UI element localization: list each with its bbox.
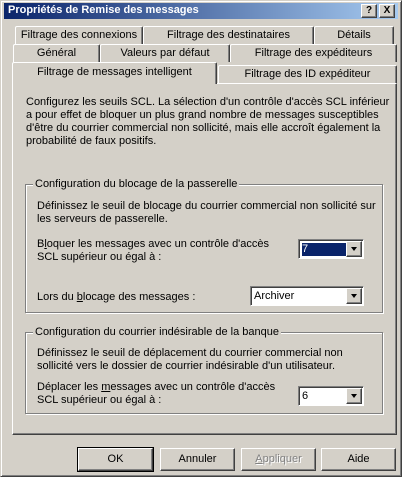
intro-line-2: a pour effet de bloquer un plus grand nombre de messages susceptibles xyxy=(26,109,379,121)
block-threshold-value: 7 xyxy=(302,243,350,256)
tab-default-values[interactable]: Valeurs par défaut xyxy=(100,44,230,62)
tab-sender-filtering[interactable]: Filtrage des expéditeurs xyxy=(230,44,397,62)
chevron-down-icon xyxy=(351,247,357,251)
move-threshold-dropdown-button[interactable] xyxy=(346,388,362,404)
gateway-description-2: les serveurs de passerelle. xyxy=(37,213,168,225)
intro-line-3: d'être du courrier commercial non sollicité, mais elle accroît également la xyxy=(26,122,381,134)
block-threshold-label: Bloquer les messages avec un contrôle d'accès xyxy=(37,238,270,250)
chevron-down-icon xyxy=(351,294,357,298)
junk-description-2: sollicité vers le dossier de courrier indésirable d'un utilisateur. xyxy=(37,360,336,372)
block-threshold-dropdown-button[interactable] xyxy=(346,241,362,257)
apply-button[interactable]: Appliquer xyxy=(241,448,316,471)
help-button[interactable]: Aide xyxy=(321,448,396,471)
block-action-dropdown-button[interactable] xyxy=(346,288,362,304)
intro-line-4: probabilité de faux positifs. xyxy=(26,135,157,147)
block-action-select[interactable] xyxy=(250,286,364,306)
close-title-button[interactable]: X xyxy=(379,4,395,18)
block-threshold-label-2: SCL supérieur ou égal à : xyxy=(37,251,162,263)
chevron-down-icon xyxy=(351,394,357,398)
block-action-label: Lors du blocage des messages : xyxy=(37,291,196,303)
block-threshold-select[interactable] xyxy=(298,239,364,259)
tab-details[interactable]: Détails xyxy=(314,26,394,44)
block-action-value: Archiver xyxy=(254,290,295,302)
tab-general[interactable]: Général xyxy=(13,44,100,62)
cancel-button[interactable]: Annuler xyxy=(160,448,235,471)
move-threshold-label-2: SCL supérieur ou égal à : xyxy=(37,394,162,406)
tab-intelligent-message-filtering[interactable]: Filtrage de messages intelligent xyxy=(12,62,217,84)
junk-group-title: Configuration du courrier indésirable de la banque xyxy=(35,326,279,338)
gateway-blocking-group xyxy=(25,178,383,313)
intro-line-1: Configurez les seuils SCL. La sélection d'un contrôle d'accès SCL inférieur xyxy=(26,96,390,108)
move-threshold-label: Déplacer les messages avec un contrôle d'accès xyxy=(37,381,276,393)
gateway-group-title: Configuration du blocage de la passerelle xyxy=(35,178,238,190)
move-threshold-value: 6 xyxy=(302,390,309,402)
tab-connection-filtering[interactable]: Filtrage des connexions xyxy=(15,26,143,44)
dialog-title: Propriétés de Remise des messages xyxy=(8,4,199,16)
junk-mail-group xyxy=(25,326,383,414)
title-bar[interactable] xyxy=(4,3,398,19)
junk-description-1: Définissez le seuil de déplacement du courrier commercial non xyxy=(37,347,343,359)
help-title-button[interactable]: ? xyxy=(361,4,377,18)
tab-sender-id-filtering[interactable]: Filtrage des ID expéditeur xyxy=(218,65,397,83)
tab-panel xyxy=(12,83,397,435)
ok-button[interactable]: OK xyxy=(78,448,153,471)
gateway-description-1: Définissez le seuil de blocage du courrier commercial non sollicité sur xyxy=(37,200,376,212)
tab-recipient-filtering[interactable]: Filtrage des destinataires xyxy=(143,26,314,44)
move-threshold-select[interactable] xyxy=(298,386,364,406)
